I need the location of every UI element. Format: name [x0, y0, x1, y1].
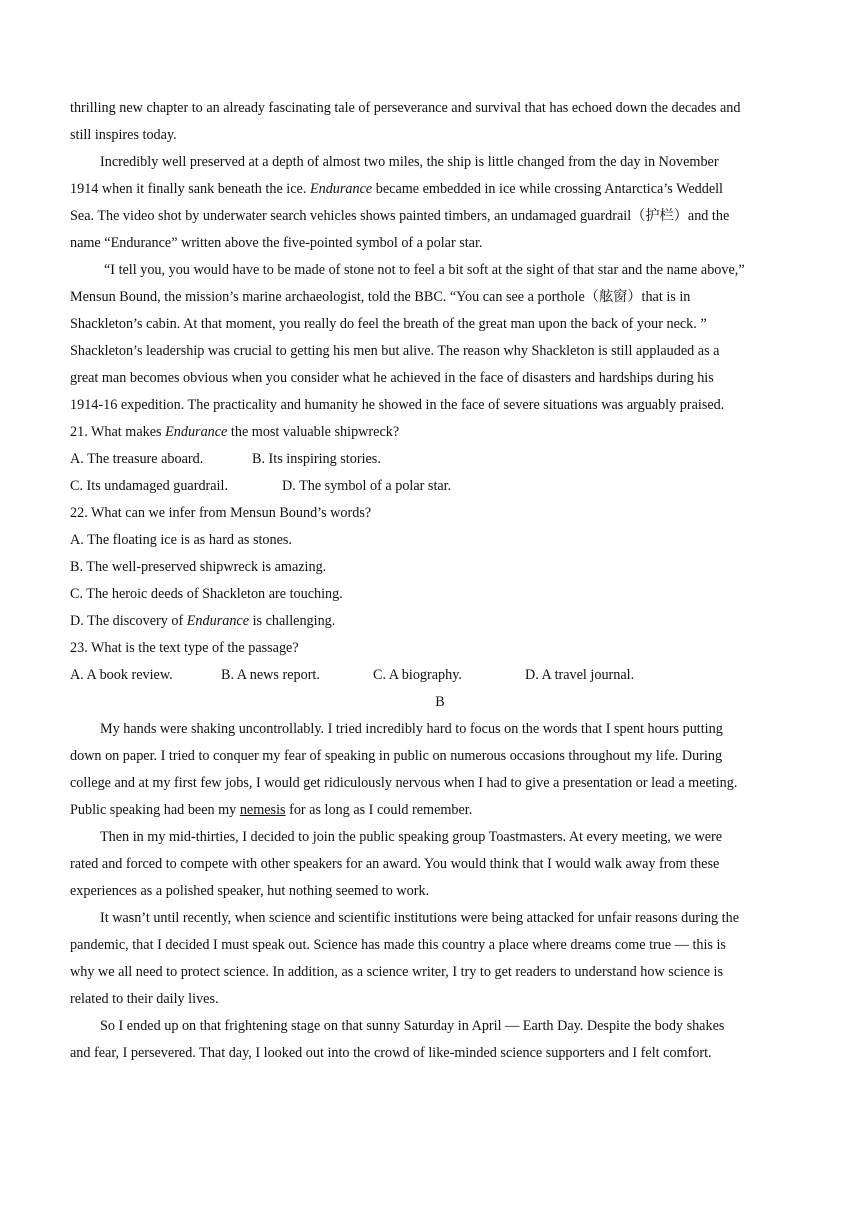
section-heading: B: [435, 694, 445, 710]
passage-a-paragraph-0: [70, 95, 810, 149]
text-segment: for as long as I could remember.: [289, 802, 473, 818]
options-row: [70, 473, 810, 500]
text-line: still inspires today.: [70, 127, 177, 143]
passage-a-paragraph-2: [70, 257, 810, 419]
option-a: A. The floating ice is as hard as stones.: [70, 532, 292, 548]
text-line: So I ended up on that frightening stage on that sunny Saturday in April — Earth Day. Despite the body shakes: [100, 1018, 725, 1034]
text-line: “I tell you, you would have to be made of stone not to feel a bit soft at the sight of that star and the name above,”: [104, 262, 745, 278]
stem-text: 21. What makes: [70, 424, 162, 440]
text-line: college and at my first few jobs, I would get ridiculously nervous when I had to give a presentation or lead a meeting.: [70, 775, 738, 791]
passage-a-paragraph-1: [70, 149, 810, 257]
text-line: related to their daily lives.: [70, 991, 219, 1007]
option-d: [70, 608, 810, 635]
option-a: A. The treasure aboard.: [70, 451, 204, 467]
text-line: name “Endurance” written above the five-pointed symbol of a polar star.: [70, 235, 483, 251]
option-d: D. A travel journal.: [525, 667, 635, 683]
ship-name-emphasis: Endurance: [186, 613, 250, 629]
option-c: C. A biography.: [373, 667, 462, 683]
option-b: B. A news report.: [221, 667, 320, 683]
option-d: D. The symbol of a polar star.: [282, 478, 452, 494]
ship-name-emphasis: Endurance: [165, 424, 228, 440]
question-stem: 23. What is the text type of the passage?: [70, 640, 299, 656]
text-line: Incredibly well preserved at a depth of almost two miles, the ship is little changed from the day in November: [100, 154, 719, 170]
question-21: [70, 419, 810, 500]
passage-b-paragraph-3: [70, 905, 810, 1013]
text-line: Sea. The video shot by underwater search vehicles shows painted timbers, an undamaged guardrail（护栏）and the: [70, 208, 730, 224]
text-line: down on paper. I tried to conquer my fear of speaking in public on numerous occasions throughout my life. During: [70, 748, 723, 764]
text-line: great man becomes obvious when you consider what he achieved in the face of disasters and hardships during his: [70, 370, 714, 386]
question-23: [70, 635, 810, 689]
question-stem: 22. What can we infer from Mensun Bound’s words?: [70, 505, 372, 521]
text-segment: Public speaking had been my: [70, 802, 237, 818]
ship-name-emphasis: Endurance: [309, 181, 373, 197]
underlined-word: nemesis: [239, 802, 286, 818]
passage-b-paragraph-2: [70, 824, 810, 905]
text-line: My hands were shaking uncontrollably. I tried incredibly hard to focus on the words that I spent hours putting: [100, 721, 723, 737]
question-stem: [70, 419, 810, 446]
option-a: A. A book review.: [70, 667, 173, 683]
option-text: D. The discovery of: [70, 613, 184, 629]
text-segment: 1914 when it finally sank beneath the ice.: [70, 181, 307, 197]
options-row: [70, 446, 810, 473]
text-line: Then in my mid-thirties, I decided to join the public speaking group Toastmasters. At every meeting, we were: [100, 829, 723, 845]
text-line: 1914-16 expedition. The practicality and humanity he showed in the face of severe situations was arguably praised.: [70, 397, 725, 413]
text-line: Shackleton’s cabin. At that moment, you really do feel the breath of the great man upon the back of your neck. ”: [70, 316, 707, 332]
text-line: Mensun Bound, the mission’s marine archaeologist, told the BBC. “You can see a porthole（舷窗）that is in: [70, 289, 691, 305]
text-line: Shackleton’s leadership was crucial to getting his men but alive. The reason why Shackleton is still applauded as a: [70, 343, 720, 359]
text-line: pandemic, that I decided I must speak out. Science has made this country a place where dreams come true — this is: [70, 937, 726, 953]
options-row: [70, 662, 810, 689]
text-line: rated and forced to compete with other speakers for an award. You would think that I would walk away from these: [70, 856, 720, 872]
option-c: C. The heroic deeds of Shackleton are touching.: [70, 586, 343, 602]
text-line: why we all need to protect science. In addition, as a science writer, I try to get readers to understand how science is: [70, 964, 723, 980]
question-22: [70, 500, 810, 635]
option-b: B. Its inspiring stories.: [252, 451, 381, 467]
document-page: [70, 95, 810, 1067]
text-line: It wasn’t until recently, when science and scientific institutions were being attacked for unfair reasons during the: [100, 910, 740, 926]
text-line: [70, 797, 810, 824]
passage-b-paragraph-1: [70, 716, 810, 824]
option-c: C. Its undamaged guardrail.: [70, 478, 228, 494]
stem-text: the most valuable shipwreck?: [230, 424, 400, 440]
passage-b-paragraph-4: [70, 1013, 810, 1067]
option-b: B. The well-preserved shipwreck is amazing.: [70, 559, 327, 575]
text-line: and fear, I persevered. That day, I looked out into the crowd of like-minded science supporters and I felt comfort.: [70, 1045, 712, 1061]
text-line: [70, 176, 810, 203]
option-text: is challenging.: [252, 613, 336, 629]
text-line: experiences as a polished speaker, hut nothing seemed to work.: [70, 883, 430, 899]
text-segment: became embedded in ice while crossing Antarctica’s Weddell: [375, 181, 723, 197]
text-line: thrilling new chapter to an already fascinating tale of perseverance and survival that has echoed down the decades and: [70, 100, 741, 116]
